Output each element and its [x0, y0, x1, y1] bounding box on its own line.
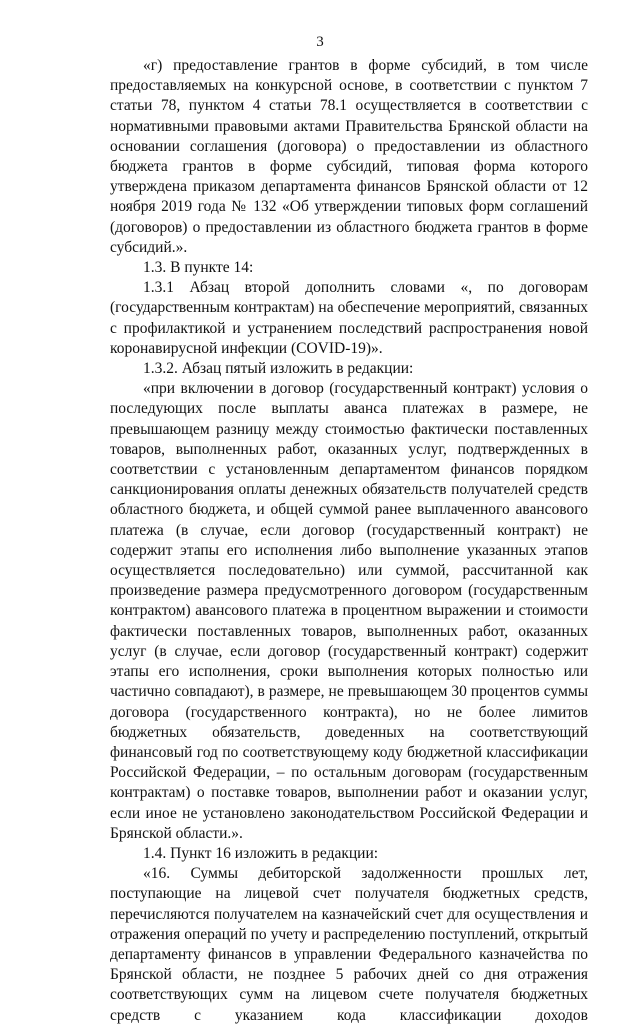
body-text	[110, 56, 588, 1026]
paragraph-16-text: «16. Суммы дебиторской задолженности прошлых лет, поступающие на лицевой счет получателя бюджетных средств, перечисляются получателем на казначейский счет для осуществления и отражения операций по учету и распределению поступлений, открытый департаменту финансов в управлении Федерального казначейства по Брянской области, не позднее 5 рабочих дней со дня отражения соответствующих сумм на лицевом счете получателя бюджетных средств с указанием кода классификации доходов	[110, 865, 588, 1024]
paragraph-grants-clause: «г) предоставление грантов в форме субсидий, в том числе предоставляемых на конкурсной основе, в соответствии с пунктом 7 статьи 78, пунктом 4 статьи 78.1 осуществляется в соответствии с нормативными правовыми актами Правительства Брянской области на основании соглашения (договора) о предоставлении из областного бюджета грантов в форме субсидий, типовая форма которого утверждена приказом департамента финансов Брянской области от 12 ноября 2019 года № 132 «Об утверждении типовых форм соглашений (договоров) о предоставлении из областного бюджета грантов в форме субсидий.».	[110, 57, 588, 256]
paragraph-1-3-heading: 1.3. В пункте 14:	[143, 259, 254, 277]
paragraph-1-4-heading: 1.4. Пункт 16 изложить в редакции:	[143, 844, 379, 862]
page-number: 3	[316, 34, 324, 50]
paragraph-1-3-2-text: «при включении в договор (государственный контракт) условия о последующих после выплаты аванса платежах в размере, не превышающем разницу между стоимостью фактически поставленных товаров, выполненных работ, оказанных услуг, подтвержденных в соответствии с установленным департаментом финансов порядком санкционирования оплаты денежных обязательств получателей средств областного бюджета, и общей суммой ранее выплаченного авансового платежа (в случае, если договор (государственный контракт) не содержит этапы его исполнения либо выполнение указанных этапов осуществляется последовательно) или суммой, рассчитанной как произведение размера предусмотренного договором (государственным контрактом) авансового платежа в процентном выражении и стоимости фактически поставленных товаров, выполненных работ, оказанных услуг (в случае, если договор (государственный контракт) содержит этапы его исполнения, сроки выполнения которых полностью или частично совпадают), в размере, не превышающем 30 процентов суммы договора (государственного контракта), но не более лимитов бюджетных обязательств, доведенных на соответствующий финансовый год по соответствующему коду бюджетной классификации Российской Федерации, – по остальным договорам (государственным контрактам) о поставке товаров, выполнении работ и оказании услуг, если иное не установлено законодательством Российской Федерации и Брянской области.».	[110, 380, 588, 842]
paragraph-1-3-1: 1.3.1 Абзац второй дополнить словами «, по договорам (государственным контрактам) на обеспечение мероприятий, связанных с профилактикой и устранением последствий распространения новой коронавирусной инфекции (COVID-19)».	[110, 279, 588, 357]
paragraph-1-3-2-heading: 1.3.2. Абзац пятый изложить в редакции:	[143, 360, 414, 378]
